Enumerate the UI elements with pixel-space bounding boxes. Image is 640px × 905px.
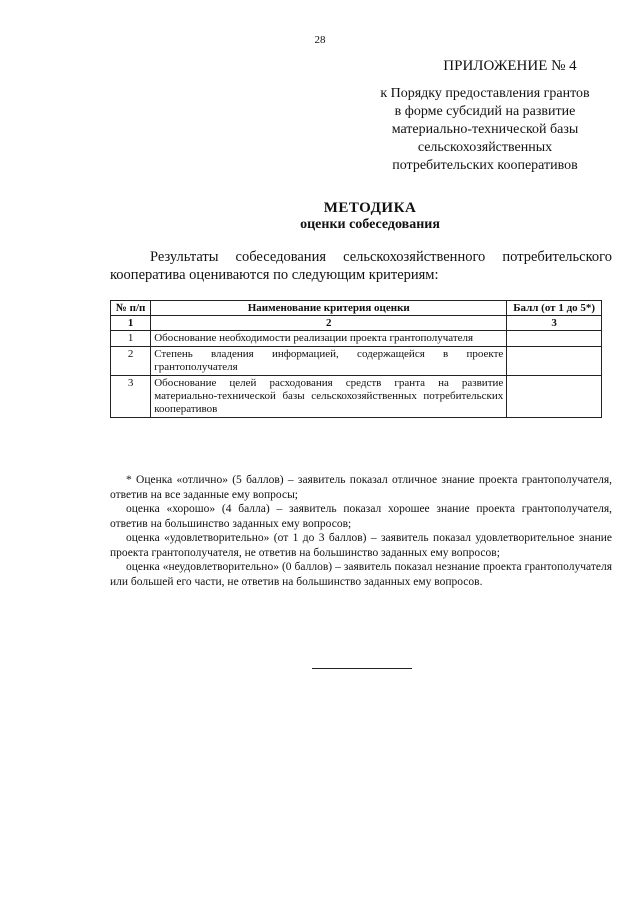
appendix-line: материально-технической базы [391,122,579,137]
row-score [507,347,602,376]
row-num: 2 [111,347,151,376]
row-criterion: Обоснование целей расходования средств гранта на развитие материально-технической базы сельскохозяйственных потребительских кооперативов [151,376,507,418]
intro-line: кооператива оцениваются по следующим критериям: [110,267,439,283]
table-row [111,376,602,418]
row-num: 1 [111,331,151,347]
table-row [111,331,602,347]
row-num: 3 [111,376,151,418]
document-subtitle: оценки собеседования [300,217,440,232]
intro-paragraph [110,248,612,284]
note-excellent: * Оценка «отлично» (5 баллов) – заявитель показал отличное знание проекта грантополучателя, ответив на все заданные ему вопросы; [110,474,612,501]
criteria-table [110,300,602,418]
appendix-line: потребительских кооперативов [392,158,578,173]
table-row [111,347,602,376]
column-number: 3 [507,316,602,331]
note-unsatisfactory: оценка «неудовлетворительно» (0 баллов) – заявитель показал незнание проекта грантополучателя или большей его части, не ответив на большинство заданных ему вопросов. [110,561,612,588]
document-heading [0,200,640,233]
column-number: 2 [151,316,507,331]
appendix-block [360,58,610,175]
intro-line: Результаты собеседования сельскохозяйственного потребительского [150,249,612,265]
header-score: Балл (от 1 до 5*) [507,301,602,316]
rating-notes [110,473,612,589]
appendix-line: к Порядку предоставления грантов [380,86,590,101]
note-satisfactory: оценка «удовлетворительно» (от 1 до 3 баллов) – заявитель показал удовлетворительное знание проекта грантополучателя, не ответив на большинство заданных ему вопросов; [110,532,612,559]
appendix-title: ПРИЛОЖЕНИЕ № 4 [443,58,577,74]
row-criterion: Обоснование необходимости реализации проекта грантополучателя [151,331,507,347]
table-header-row [111,301,602,316]
row-score [507,376,602,418]
header-num: № п/п [111,301,151,316]
column-number: 1 [111,316,151,331]
row-score [507,331,602,347]
appendix-line: сельскохозяйственных [417,140,553,155]
document-title: МЕТОДИКА [323,200,417,216]
column-number-row [111,316,602,331]
note-good: оценка «хорошо» (4 балла) – заявитель показал хорошее знание проекта грантополучателя, ответив на большинство заданных ему вопросов; [110,503,612,530]
header-name: Наименование критерия оценки [151,301,507,316]
appendix-line: в форме субсидий на развитие [394,104,576,119]
end-divider [312,668,412,669]
page-number: 28 [314,34,326,46]
row-criterion: Степень владения информацией, содержащейся в проекте грантополучателя [151,347,507,376]
